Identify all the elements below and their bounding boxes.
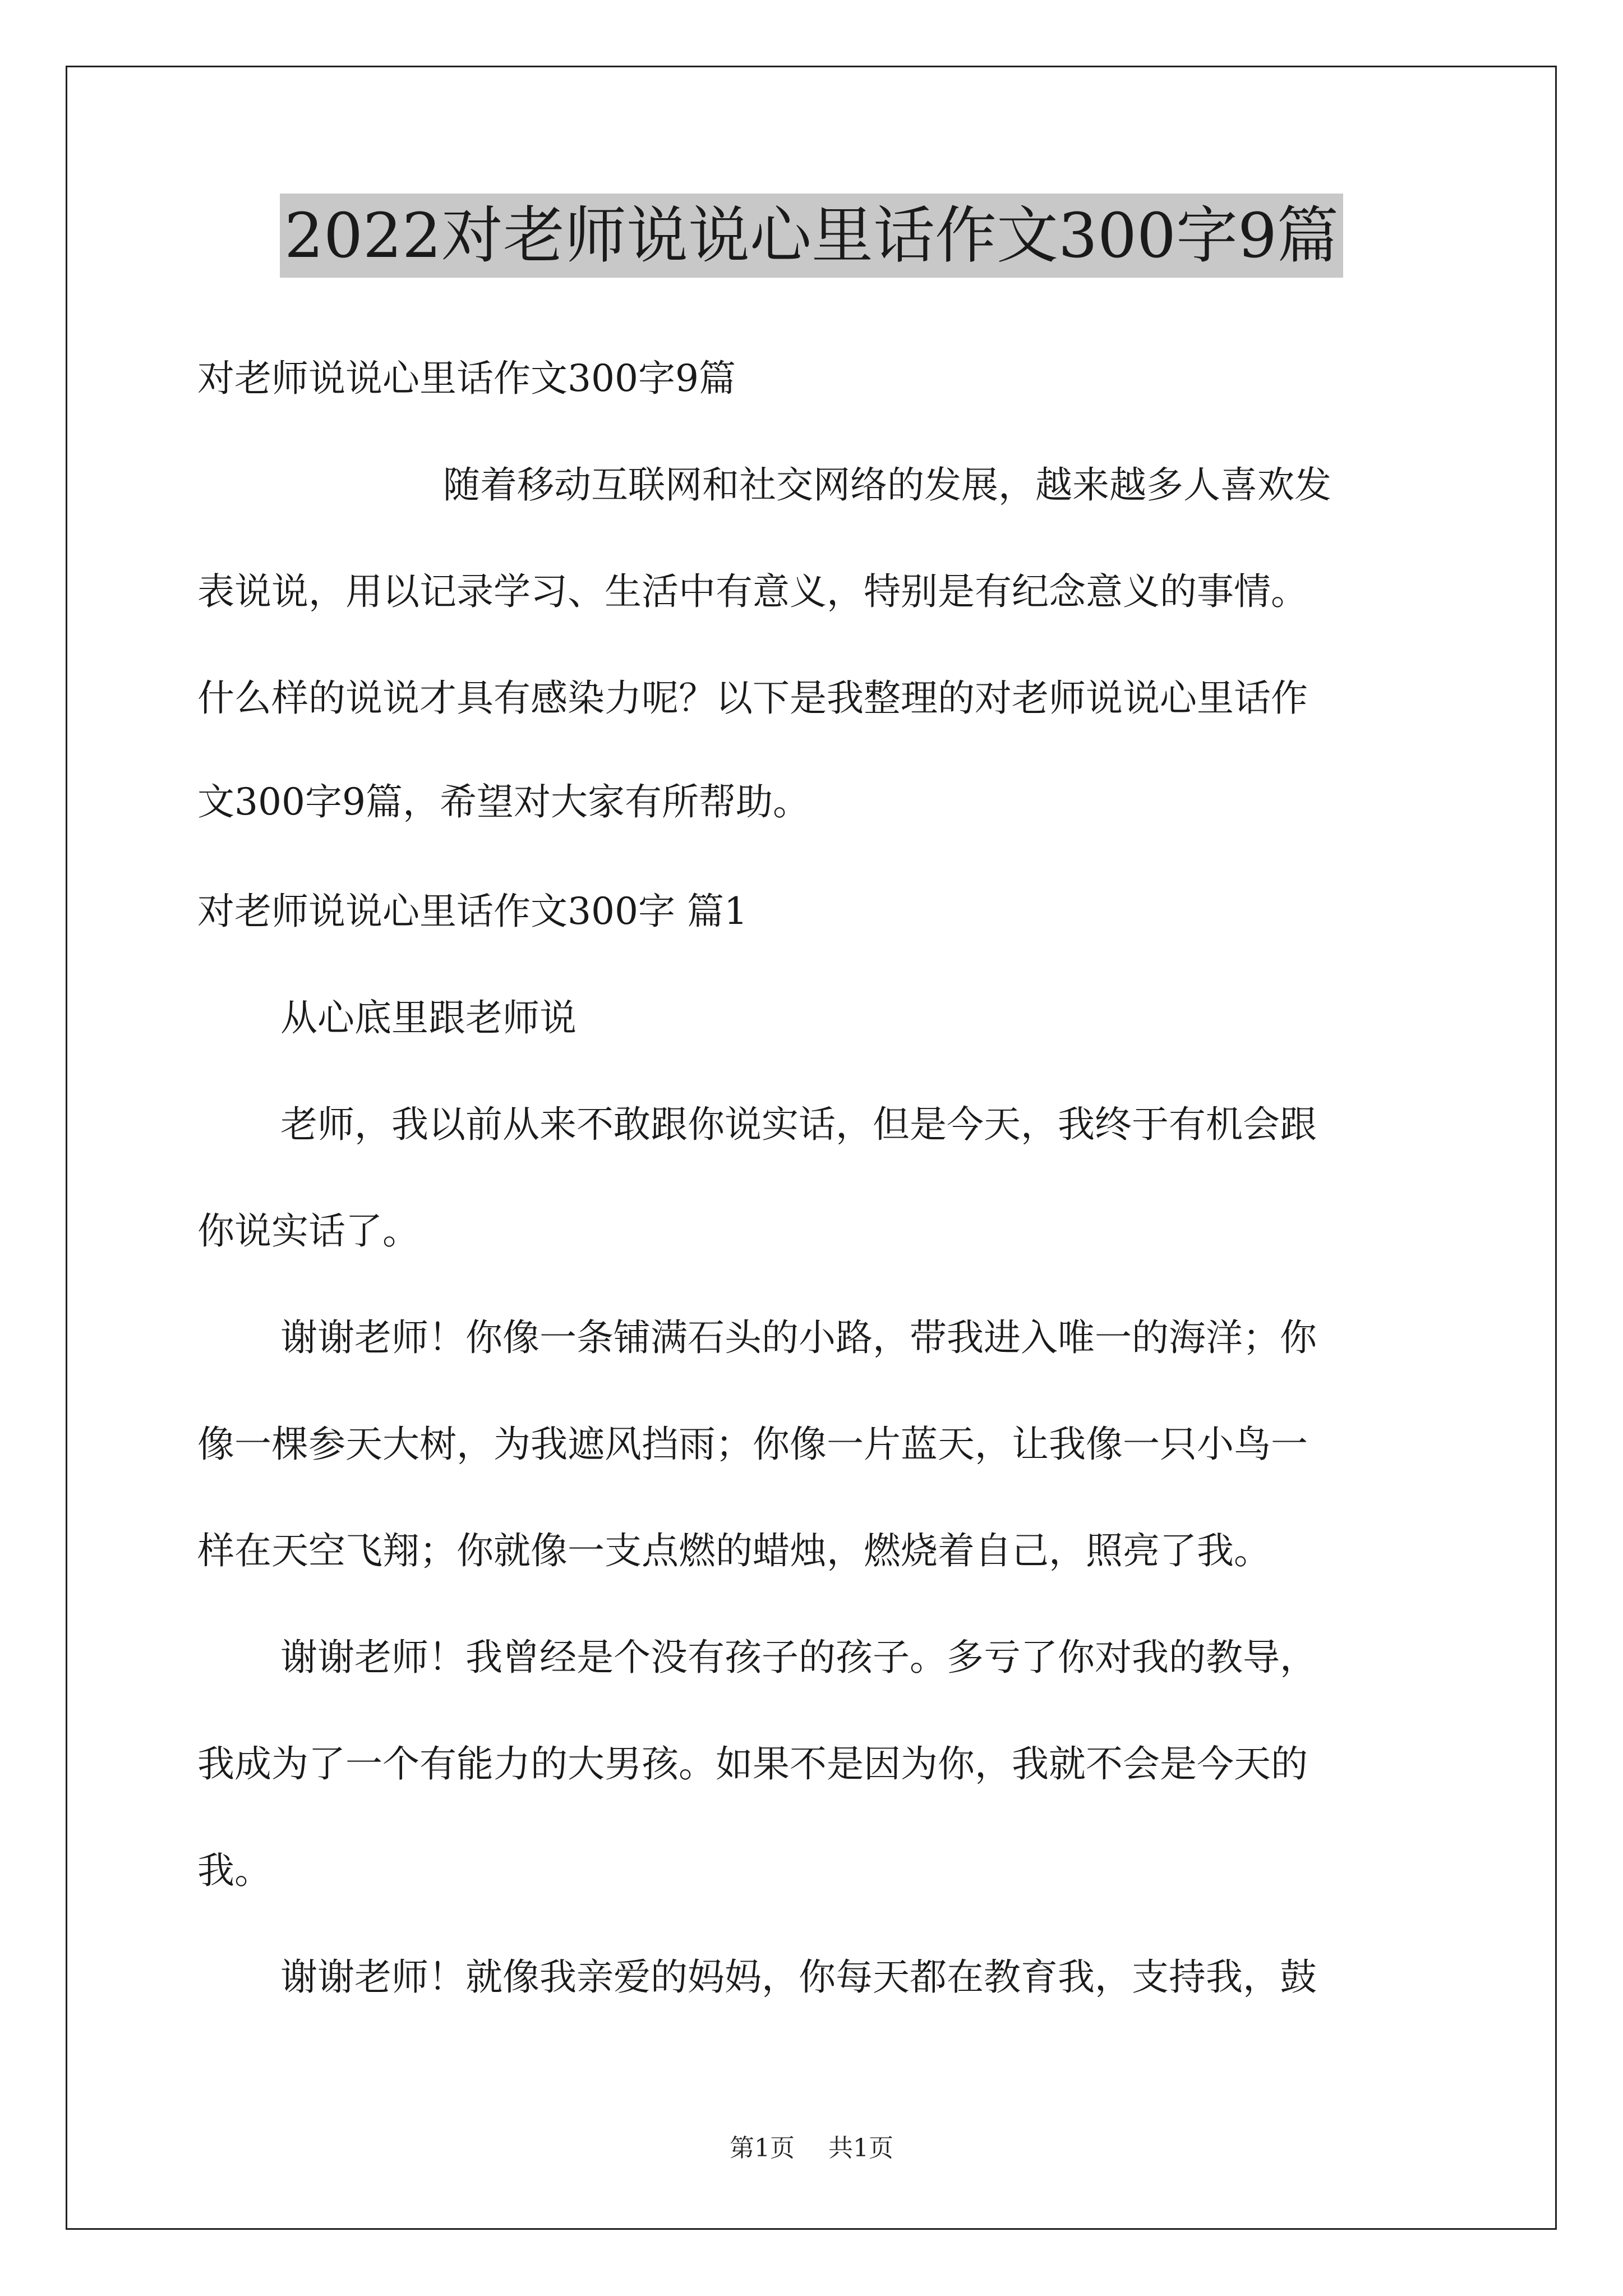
intro-line-1: 随着移动互联网和社交网络的发展，越来越多人喜欢发: [443, 463, 1331, 507]
paragraph-1-line-1: 老师，我以前从来不敢跟你说实话，但是今天，我终于有机会跟: [280, 1103, 1317, 1146]
section-heading: 对老师说说心里话作文300字 篇1: [197, 890, 748, 933]
paragraph-1-line-2: 你说实话了。: [197, 1209, 419, 1253]
paragraph-4-line-1: 谢谢老师！就像我亲爱的妈妈，你每天都在教育我，支持我，鼓: [280, 1955, 1317, 1999]
paragraph-3-line-3: 我。: [197, 1849, 271, 1892]
page-number-current: 第1页: [730, 2134, 795, 2162]
page-footer: [0, 2132, 1623, 2165]
title-container: [0, 194, 1623, 278]
document-title: 2022对老师说说心里话作文300字9篇: [280, 194, 1343, 278]
essay-title: 从心底里跟老师说: [280, 996, 577, 1039]
intro-line-2: 表说说，用以记录学习、生活中有意义，特别是有纪念意义的事情。: [197, 570, 1308, 613]
page-number-total: 共1页: [828, 2134, 893, 2162]
paragraph-2-line-2: 像一棵参天大树，为我遮风挡雨；你像一片蓝天，让我像一只小鸟一: [197, 1423, 1308, 1466]
paragraph-3-line-2: 我成为了一个有能力的大男孩。如果不是因为你，我就不会是今天的: [197, 1742, 1308, 1786]
paragraph-2-line-3: 样在天空飞翔；你就像一支点燃的蜡烛，燃烧着自己，照亮了我。: [197, 1529, 1271, 1572]
subtitle: 对老师说说心里话作文300字9篇: [197, 357, 736, 400]
paragraph-3-line-1: 谢谢老师！我曾经是个没有孩子的孩子。多亏了你对我的教导，: [280, 1636, 1317, 1679]
intro-line-3: 什么样的说说才具有感染力呢？以下是我整理的对老师说说心里话作: [197, 677, 1308, 720]
intro-line-4: 文300字9篇，希望对大家有所帮助。: [197, 780, 810, 823]
paragraph-2-line-1: 谢谢老师！你像一条铺满石头的小路，带我进入唯一的海洋；你: [280, 1316, 1317, 1359]
